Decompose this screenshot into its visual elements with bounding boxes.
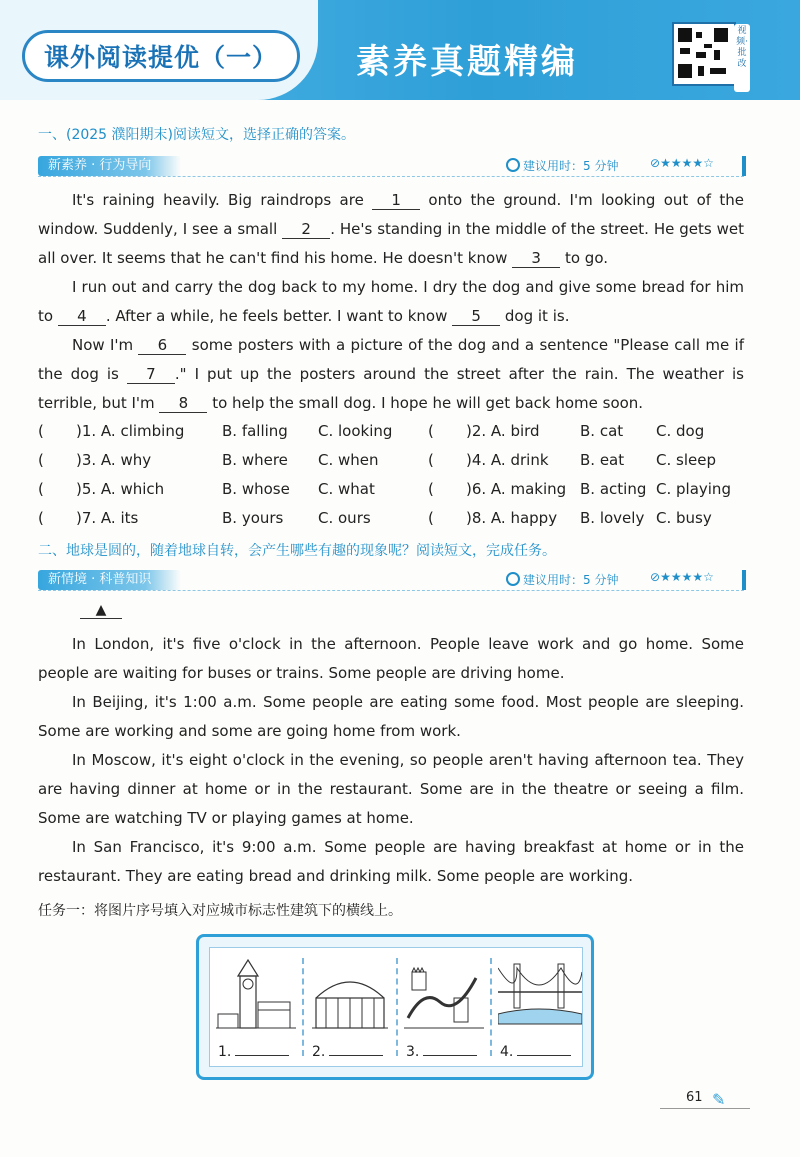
picture-2 xyxy=(306,952,394,1064)
qr-code-icon[interactable] xyxy=(672,22,736,86)
answer-line-2[interactable] xyxy=(329,1055,383,1056)
clock-icon xyxy=(506,572,520,586)
picture-4 xyxy=(494,952,582,1064)
task1-instruction: 任务一：将图片序号填入对应城市标志性建筑下的横线上。 xyxy=(38,903,402,919)
picture-3 xyxy=(400,952,488,1064)
pencil-icon: ✎ xyxy=(712,1090,726,1109)
section1-paragraph-3: Now I'm 6 some posters with a picture of the dog and a sentence "Please call me if the dog is 7 ." I put up the posters around the street after the rain. The weather is terrible, but I'm 8 to help the small dog. I hope he will get back home soon. xyxy=(38,336,744,412)
bar-end-mark xyxy=(742,156,746,176)
section1-info-bar xyxy=(38,156,744,177)
option-answer[interactable]: )2. A. bird xyxy=(466,422,540,440)
option-answer[interactable]: )1. A. climbing xyxy=(76,422,185,440)
blank-2[interactable]: 2 xyxy=(282,220,330,239)
picture-divider xyxy=(490,958,492,1056)
option-answer[interactable]: )3. A. why xyxy=(76,451,152,469)
section1-difficulty-stars: ⊘★★★★☆ xyxy=(650,156,714,170)
big-ben-icon xyxy=(216,958,296,1032)
picture-1-label: 1. xyxy=(218,1044,289,1060)
section2-tag: 新情境 · 科普知识 xyxy=(38,570,181,590)
blank-5[interactable]: 5 xyxy=(452,307,500,326)
page-subtitle: 素养真题精编 xyxy=(356,42,578,82)
option-answer[interactable]: )8. A. happy xyxy=(466,509,558,527)
section1-tag: 新素养 · 行为导向 xyxy=(38,156,181,176)
blank-4[interactable]: 4 xyxy=(58,307,106,326)
page-number-rule xyxy=(660,1108,750,1109)
landmark-picture-panel xyxy=(209,947,583,1067)
picture-1 xyxy=(212,952,300,1064)
check-icon: ⊘ xyxy=(650,156,661,170)
theatre-building-icon xyxy=(310,958,390,1032)
option-answer[interactable]: )7. A. its xyxy=(76,509,139,527)
section2-heading: 二、地球是圆的，随着地球自转，会产生哪些有趣的现象呢？阅读短文，完成任务。 xyxy=(38,543,556,559)
section1-options xyxy=(38,418,758,534)
answer-line-4[interactable] xyxy=(517,1055,571,1056)
section2-paragraph-3: In Moscow, it's eight o'clock in the evening, so people aren't having afternoon tea. They are having dinner at home or in the restaurant. Some are in the theatre or seeing a film. Some are watching TV or playing games at home. xyxy=(38,751,744,827)
blank-6[interactable]: 6 xyxy=(138,336,186,355)
landmark-picture-box xyxy=(196,934,594,1080)
section2-info-bar xyxy=(38,570,744,591)
section2-paragraph-1: In London, it's five o'clock in the afternoon. People leave work and go home. Some people are waiting for buses or trains. Some people are driving home. xyxy=(38,635,744,682)
answer-line-1[interactable] xyxy=(235,1055,289,1056)
option-answer[interactable]: )5. A. which xyxy=(76,480,165,498)
qr-side-label: 视频·批改 xyxy=(734,24,750,92)
picture-4-label: 4. xyxy=(500,1044,571,1060)
section1-time: 建议用时：5 分钟 xyxy=(506,157,618,174)
great-wall-icon xyxy=(404,958,484,1032)
option-row: ( )5. A. which B. whose C. what ( )6. A. making B. acting C. playing xyxy=(38,480,731,498)
picture-divider xyxy=(396,958,398,1056)
option-answer[interactable]: )6. A. making xyxy=(466,480,567,498)
picture-3-label: 3. xyxy=(406,1044,477,1060)
blank-1[interactable]: 1 xyxy=(372,191,420,210)
golden-gate-bridge-icon xyxy=(498,958,582,1032)
bar-end-mark xyxy=(742,570,746,590)
triangle-marker: ▲ xyxy=(80,602,122,619)
option-answer[interactable]: )4. A. drink xyxy=(466,451,549,469)
section1-heading: 一、(2025 濮阳期末)阅读短文，选择正确的答案。 xyxy=(38,127,356,143)
check-icon: ⊘ xyxy=(650,570,661,584)
blank-8[interactable]: 8 xyxy=(159,394,207,413)
option-row: ( )3. A. why B. where C. when ( )4. A. drink B. eat C. sleep xyxy=(38,451,716,469)
blank-7[interactable]: 7 xyxy=(127,365,175,384)
picture-divider xyxy=(302,958,304,1056)
section2-difficulty-stars: ⊘★★★★☆ xyxy=(650,570,714,584)
option-row: ( )7. A. its B. yours C. ours ( )8. A. happy B. lovely C. busy xyxy=(38,509,712,527)
clock-icon xyxy=(506,158,520,172)
page-title: 课外阅读提优（一） xyxy=(22,30,300,82)
answer-line-3[interactable] xyxy=(423,1055,477,1056)
section2-time: 建议用时：5 分钟 xyxy=(506,571,618,588)
section1-paragraph-2: I run out and carry the dog back to my home. I dry the dog and give some bread for him to 4 . After a while, he feels better. I want to know 5 dog it is. xyxy=(38,278,744,325)
section2-paragraph-4: In San Francisco, it's 9:00 a.m. Some people are having breakfast at home or in the restaurant. They are eating bread and drinking milk. Some people are working. xyxy=(38,838,744,885)
blank-3[interactable]: 3 xyxy=(512,249,560,268)
section1-paragraph-1: It's raining heavily. Big raindrops are 1 onto the ground. I'm looking out of the window. Suddenly, I see a small 2 . He's standing in the middle of the street. He gets wet all over. It seems that he can't find his home. He doesn't know 3 to go. xyxy=(38,191,744,267)
section2-paragraph-2: In Beijing, it's 1:00 a.m. Some people are eating some food. Most people are sleeping. Some are working and some are going home from work. xyxy=(38,693,744,740)
page-number: 61 xyxy=(686,1090,703,1105)
picture-2-label: 2. xyxy=(312,1044,383,1060)
option-row: ( )1. A. climbing B. falling C. looking ( )2. A. bird B. cat C. dog xyxy=(38,422,705,440)
